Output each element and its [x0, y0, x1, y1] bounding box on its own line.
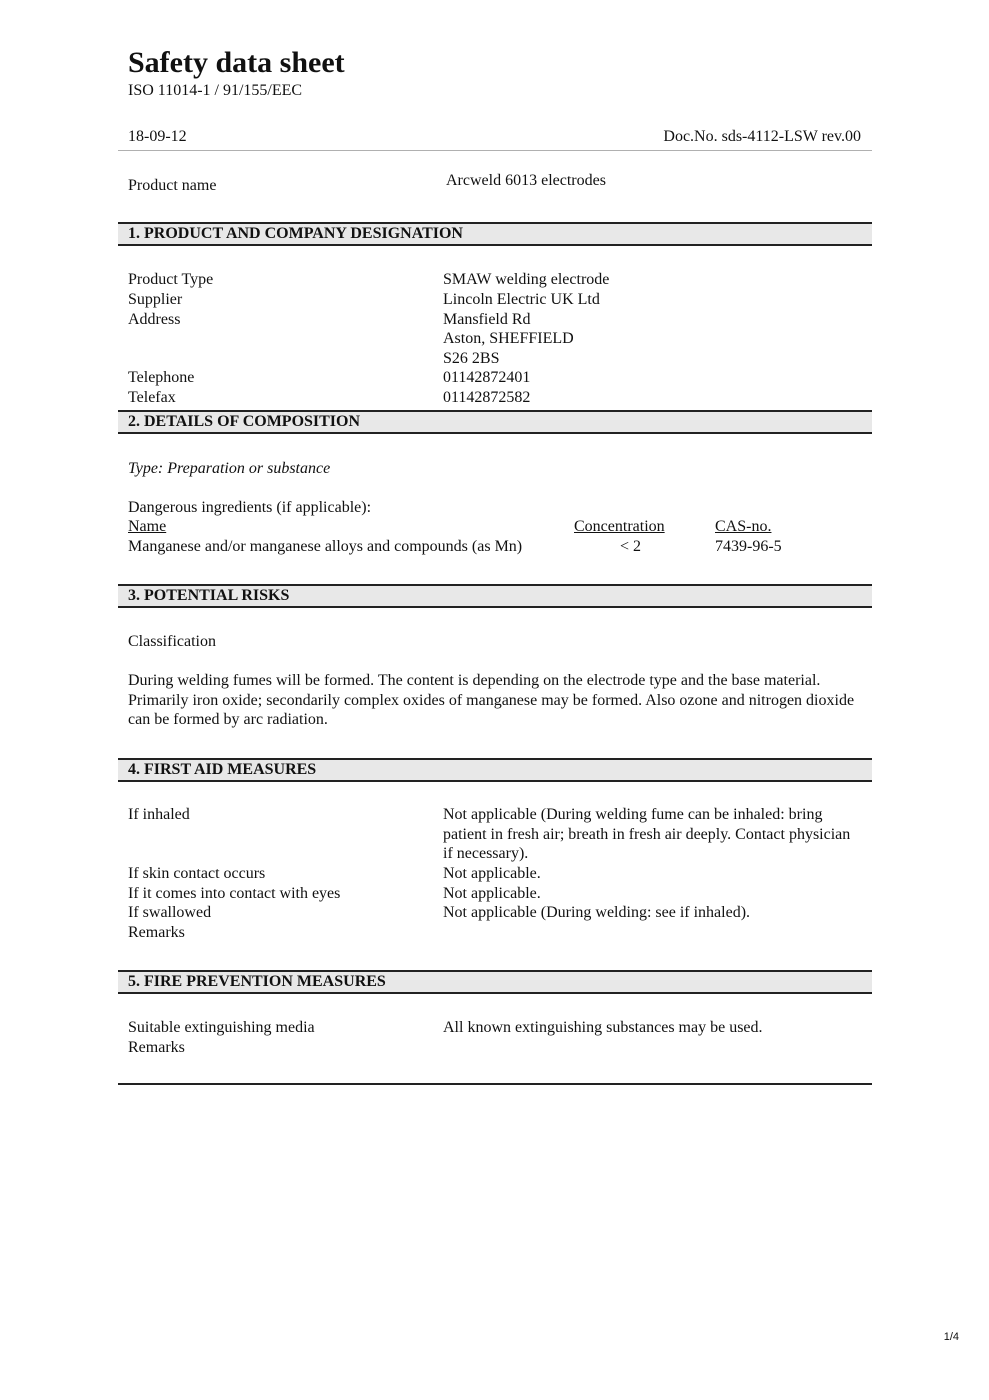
- classification-label: Classification: [128, 633, 216, 650]
- swallowed-label: If swallowed: [128, 904, 212, 921]
- supplier-value: Lincoln Electric UK Ltd: [443, 291, 600, 308]
- section-4-title: 4. FIRST AID MEASURES: [128, 761, 317, 778]
- telefax-label: Telefax: [128, 389, 176, 406]
- product-type-value: SMAW welding electrode: [443, 271, 610, 288]
- supplier-label: Supplier: [128, 291, 183, 308]
- document-subtitle: ISO 11014-1 / 91/155/EEC: [128, 82, 303, 99]
- section-4-header: [118, 758, 872, 782]
- address-line-1: Mansfield Rd: [443, 311, 531, 328]
- address-line-2: Aston, SHEFFIELD: [443, 330, 574, 347]
- composition-type: Type: Preparation or substance: [128, 460, 331, 477]
- first-aid-remarks-label: Remarks: [128, 924, 185, 941]
- ingredient-cas: 7439-96-5: [715, 538, 782, 555]
- header-divider: [118, 150, 872, 151]
- telephone-label: Telephone: [128, 369, 195, 386]
- document-date: 18-09-12: [128, 128, 187, 145]
- ingredient-name: Manganese and/or manganese alloys and compounds (as Mn): [128, 538, 523, 555]
- product-type-label: Product Type: [128, 271, 214, 288]
- ingredients-intro: Dangerous ingredients (if applicable):: [128, 499, 372, 516]
- product-name-value: Arcweld 6013 electrodes: [446, 172, 606, 189]
- section-3-header: [118, 584, 872, 608]
- extinguishing-media-value: All known extinguishing substances may be used.: [443, 1019, 763, 1036]
- section-5-title: 5. FIRE PREVENTION MEASURES: [128, 973, 386, 990]
- section-2-title: 2. DETAILS OF COMPOSITION: [128, 413, 361, 430]
- section-5-header: [118, 970, 872, 994]
- inhaled-label: If inhaled: [128, 806, 190, 823]
- eye-contact-value: Not applicable.: [443, 885, 541, 902]
- extinguishing-media-label: Suitable extinguishing media: [128, 1019, 315, 1036]
- swallowed-value: Not applicable (During welding: see if inhaled).: [443, 904, 751, 921]
- section-5-end-rule: [118, 1083, 872, 1085]
- telefax-value: 01142872582: [443, 389, 531, 406]
- section-1-title: 1. PRODUCT AND COMPANY DESIGNATION: [128, 225, 463, 242]
- address-line-3: S26 2BS: [443, 350, 500, 367]
- skin-contact-label: If skin contact occurs: [128, 865, 266, 882]
- column-header-concentration: Concentration: [574, 518, 665, 535]
- product-name-label: Product name: [128, 177, 217, 194]
- column-header-cas: CAS-no.: [715, 518, 772, 535]
- telephone-value: 01142872401: [443, 369, 531, 386]
- ingredient-concentration: < 2: [620, 538, 642, 555]
- section-1-header: [118, 222, 872, 246]
- eye-contact-label: If it comes into contact with eyes: [128, 885, 341, 902]
- address-label: Address: [128, 311, 181, 328]
- document-number: Doc.No. sds-4112-LSW rev.00: [663, 128, 861, 145]
- section-3-title: 3. POTENTIAL RISKS: [128, 587, 290, 604]
- section-2-header: [118, 410, 872, 434]
- risks-paragraph: During welding fumes will be formed. The content is depending on the electrode type and the base material. Primarily iron oxide; secondarily complex oxides of manganese may be formed. Also ozone and nitrogen dioxide can be formed by arc radiation.: [128, 672, 855, 729]
- fire-remarks-label: Remarks: [128, 1039, 185, 1056]
- inhaled-value: Not applicable (During welding fume can be inhaled: bring patient in fresh air; breath in fresh air deeply. Contact physician if necessary).: [443, 806, 851, 863]
- skin-contact-value: Not applicable.: [443, 865, 541, 882]
- document-title: Safety data sheet: [128, 46, 345, 79]
- page-number: 1/4: [943, 1331, 959, 1343]
- column-header-name: Name: [128, 518, 167, 535]
